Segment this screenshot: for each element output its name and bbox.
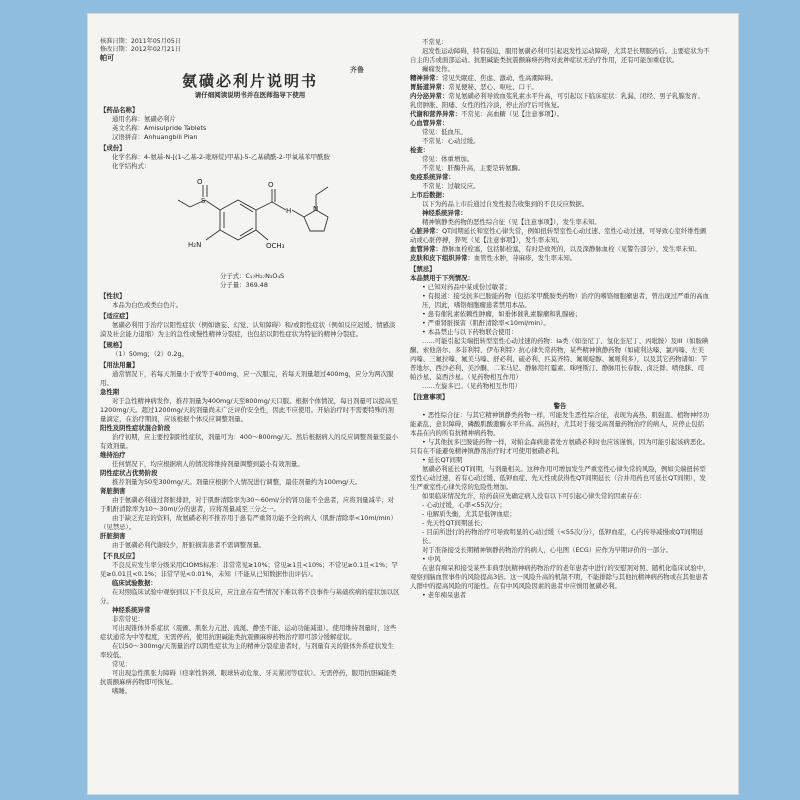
indications-heading: 【适应症】 xyxy=(100,312,132,320)
heart-text: QT间期延长和室性心律失常，例如扭转型室性心动过速、室性心动过速，可导致心室纤维性颤动或心脏停搏，猝死（见【注意事项】），发生率未知。 xyxy=(410,227,707,244)
contra-item: • 已知对药品中某成份过敏者； xyxy=(422,283,511,291)
structure-svg xyxy=(160,175,340,270)
cardiovascular-heading: 心血管异常： xyxy=(410,119,449,127)
document-title: 氨磺必利片说明书 xyxy=(181,72,318,90)
molecular-weight: 分子量：369.48 xyxy=(220,281,268,289)
nms-warning: • 恶性综合征：与其它精神镇静类药物一样，可能发生恶性综合征，表现为高热、肌强直、植物神经功能紊乱、意识障碍，磷酸肌酸激酶水平升高。高热时，尤其对于接受高剂量药物治疗的病人，应停止包括本品在内的所有抗精神病药物。 xyxy=(410,411,709,437)
endocrine-text: 常见氨磺必利导致血浆乳素水平升高，可引起以下临床症状：乳漏、闭经、男子乳腺发育、乳房肿胀、阳痿、女性的性冷淡，停止治疗后可恢复。 xyxy=(410,92,704,109)
exam-common: 常见：体重增加。 xyxy=(422,155,474,163)
skin-text: 血管性水肿，荨麻疹，发生率未知。 xyxy=(473,254,577,262)
skin-heading: 皮肤和皮下组织异常： xyxy=(410,254,474,262)
mixed-heading: 阳性及阴性症状混合阶段 xyxy=(100,424,171,432)
maintenance-heading: 维持治疗 xyxy=(100,451,126,459)
carbonyl-oxygen-label: O xyxy=(268,181,274,189)
renal-text: 由于氨磺必利通过肾脏排泄，对于肌酐清除率为30～60ml/分的肾功能不全患者，应将剂量减半；对于肌酐清除率为10～30ml/分的患者，应将剂量减至三分之一。 xyxy=(100,496,395,513)
parkinson-warning: • 与其他抗多巴胺能药物一样，对帕金森病患者处方氨磺必利时也应该谨慎，因为可能引起该病恶化。只有在不能避免精神镇静剂治疗时才可使用氨磺必利。 xyxy=(410,438,709,455)
qt-text: 氨磺必利延长QT间期，与剂量相关。这种作用可增加发生严重室性心律失常的风险，例如尖端扭转型室性心动过速，若有心动过缓、低钾血症、先天性或获得性QT间期延长（合并用药也可延长QT间期），发生严重室性心律失常的危险性增加。 xyxy=(410,465,706,491)
brand-mark: 帕可 xyxy=(100,54,114,62)
uncommon-label: 不常见： xyxy=(422,38,448,46)
spec-text: （1）50mg；（2）0.2g。 xyxy=(112,350,188,358)
eps-text: 可出现锥体外系症状（震颤、肌张力亢进、流涎、静坐不能、运动功能减退）。使用维持剂量时，这些症状通常为中等程度，无需停药，使用抗胆碱能类抗震颤麻痹药物治疗即可部分缓解症状。 xyxy=(100,624,397,641)
left-column xyxy=(100,38,400,696)
stroke-text: 在患有痴呆和接受某些非典型抗精神病药物治疗的老年患者中进行的安慰剂对照、随机化临床试验中，观察到脑血管事件的风险提高3倍。这一风险升高的机制不明，不能排除与其他抗精神病药物或在其他患者人群中的提高风险的可能性。在有中风风险因素的患者中应慎用氨磺必利。 xyxy=(410,564,710,590)
contra-item: • 严重肾脏损害（肌酐清除率<10ml/min）。 xyxy=(422,319,550,327)
properties-text: 本品为白色或类白色片。 xyxy=(112,301,183,309)
seizure-text: 癫痫发作。 xyxy=(422,65,454,73)
renal-heading: 肾脏损害 xyxy=(100,487,126,495)
vascular-text: 静脉血栓栓塞，包括肺栓塞，有时是致死的，以及深静脉血栓（见警告部分），发生率未知。 xyxy=(441,245,701,253)
molecular-formula: 分子式：C₁₇H₂₇N₃O₄S xyxy=(220,272,285,280)
combination-text: ……可能引起尖端扭转型室性心动过速的药物：Ia类（如奎尼丁、氢化奎尼丁、丙吡胺）及III（如胺碘酮、索他洛尔、多非利特、伊布利特）抗心律失常药物，某些精神镇静药物（如硫利达嗪、氯丙嗪、左美丙嗪、三氟拉嗪、氟美马嗪、舒必利、硫必利、匹莫齐特、氟哌啶醇、氟哌利多），以及其它药物诸如：苄普地尔、西沙必利、美沙酮、二苯马尼、静脉用红霉素、咪唑斯汀、静脉用长春胺、卤泛群、喷他脒、司帕沙星、莫西沙星。（见药物相互作用） xyxy=(410,337,709,381)
package-insert-sheet xyxy=(88,14,738,794)
clinical-trial-text: 在对照临床试验中观察到以下不良反应，应注意在有些情况下难以将不良事件与基础疾病的症状加以区分。 xyxy=(100,588,400,605)
risk-item: - 电解质失衡，尤其是低钾血症； xyxy=(422,510,516,518)
qt-heading: • 延长QT间期 xyxy=(422,456,463,464)
contraindications-heading: 【禁忌】 xyxy=(410,265,436,273)
stroke-heading: • 中风 xyxy=(422,555,441,563)
benzene-ring xyxy=(220,200,256,240)
qt-text-2: 如果临床情况允许，给药前应先确定病人没有以下可引起心律失常的因素存在： xyxy=(422,492,646,500)
oxygen-label: O xyxy=(197,178,203,186)
immune-heading: 免疫系统异常： xyxy=(410,173,455,181)
chemical-structure-diagram xyxy=(160,175,340,270)
company-logo: 齐鲁 xyxy=(350,66,364,74)
nervous-system-heading: 神经系统异常 xyxy=(112,606,151,614)
clinical-trial-heading: 临床试验数据： xyxy=(112,579,157,587)
psych-heading: 精神异常： xyxy=(410,74,442,82)
hepatic-text: 由于氨磺必利代谢较少，肝脏损害患者不需调整剂量。 xyxy=(112,541,266,549)
contra-item: • 有报道：接受抗多巴胺能药物（包括苯甲酰胺类药物）治疗的嗜铬细胞瘤患者，曾出现过严重的高血压，因此，嗜铬细胞瘤患者禁用本品。 xyxy=(422,292,709,309)
gi-text: 常见便秘、恶心、呕吐、口干。 xyxy=(448,83,538,91)
immune-text: 不常见：过敏反应。 xyxy=(422,182,480,190)
heart-heading: 心脏异常： xyxy=(410,227,442,235)
contraindications-intro: 本品禁用于下列情况： xyxy=(410,274,474,282)
amide-n-label: H xyxy=(286,207,292,215)
eps-text-2: 在以50～300mg/天剂量治疗以阴性症状为主的精神分裂症患者时，与剂量有关的锥体外系症状发生率较低。 xyxy=(100,642,394,659)
very-common-label: 非常常见： xyxy=(112,615,144,623)
post-marketing-heading: 上市后数据： xyxy=(410,191,449,199)
contra-item: • 患有催乳素依赖性肿瘤，如垂体催乳素腺瘤和乳腺癌； xyxy=(422,310,582,318)
dosage-heading: 【用法用量】 xyxy=(100,361,139,369)
somnolence-text: 嗜睡。 xyxy=(112,687,132,695)
structure-label: 化学结构式： xyxy=(112,162,151,170)
endocrine-heading: 内分泌异常： xyxy=(410,92,449,100)
negative-symptom-heading: 阴性症状占优势阶段 xyxy=(100,469,158,477)
negative-symptom-text: 推荐剂量为50至300mg/天。剂量应根据个人情况进行调整，最佳剂量约为100mg/天。 xyxy=(112,478,362,486)
right-column xyxy=(410,38,710,600)
risk-item: - 心动过缓，心率<55次/分； xyxy=(422,501,506,509)
hepatic-heading: 肝脏损害 xyxy=(100,532,126,540)
acute-heading: 急性期 xyxy=(100,388,120,396)
spec-heading: 【规格】 xyxy=(100,341,126,349)
nms-text: 精神镇静类药物的恶性综合征（见【注意事项】），发生率未知。 xyxy=(422,218,601,226)
metabolism-heading: 代谢和营养异常： xyxy=(410,110,462,118)
methoxy-label: OCH₃ xyxy=(266,242,285,250)
ecg-text: 对于准备接受长期精神镇静药物治疗的病人，心电图（ECG）应作为早期评价的一部分。 xyxy=(422,546,672,554)
sulfur-label: S xyxy=(201,197,206,205)
psych-text: 常见失眠症、焦虑、激动、性高潮障碍。 xyxy=(441,74,557,82)
warning-heading: 警告 xyxy=(553,402,567,410)
gi-heading: 胃肠道异常： xyxy=(410,83,449,91)
revised-date: 修改日期：2012年02月21日 xyxy=(100,46,181,53)
risk-item: - 先天性QT间期延长； xyxy=(422,519,487,527)
ring-n-label: N xyxy=(313,205,319,213)
acute-text: 对于急性精神病发作，推荐剂量为400mg/天至800mg/天口服。根据个体情况，每日剂量可以提高至1200mg/天。超过1200mg/天的剂量尚未广泛评价安全性，因此不应使用。开始治疗时不需要特殊的剂量滴定，在治疗期间，应该根据个体反应调整剂量。 xyxy=(100,397,398,423)
english-name: 英文名称：Amisulpride Tablets xyxy=(112,124,207,132)
dosage-intro: 通常情况下，若每天剂量小于或等于400mg，应一次服完，若每天剂量超过400mg，应分为两次服用。 xyxy=(100,370,394,387)
composition-heading: 【成份】 xyxy=(100,144,126,152)
cautions-heading: 【注意事项】 xyxy=(410,393,449,401)
indications-text: 氨磺必利用于治疗以阳性症状（例如谵妄、幻觉、认知障碍）和/或阴性症状（例如反应迟缓、情感淡漠及社会能力退缩）为主的急性或慢性精神分裂症，也包括以阴性症状为特征的精神分裂症。 xyxy=(100,321,396,338)
chemical-name: 化学名称：4-氨基-N-[(1-乙基-2-吡咯烷)甲基]-5-乙基磺酰-2-甲氧基苯甲酰胺 xyxy=(112,153,330,161)
elderly-dementia-heading: • 老年痴呆患者 xyxy=(422,591,467,599)
cardio-common: 常见：低血压。 xyxy=(422,128,467,136)
properties-heading: 【性状】 xyxy=(100,292,126,300)
metabolism-text: 不常见：高血糖（见【注意事项】）。 xyxy=(461,110,564,118)
post-marketing-text: 以下为药品上市后通过自发性报告收集到的不良反应数据。 xyxy=(422,200,589,208)
drug-name-heading: 【药品名称】 xyxy=(100,106,139,114)
renal-text-2: 由于缺乏充足的资料，故氨磺必利不推荐用于患有严重肾功能不全的病人（肌酐清除率<10ml/min）（见禁忌）。 xyxy=(100,514,397,531)
common-label: 常见： xyxy=(112,660,132,668)
amino-label: H₂N xyxy=(188,241,202,249)
adverse-heading: 【不良反应】 xyxy=(100,552,139,560)
exam-uncommon: 不常见：肝酶升高，主要是转氨酶。 xyxy=(422,164,525,172)
generic-name: 通用名称：氨磺必利片 xyxy=(112,115,176,123)
levodopa-text: ……左旋多巴。（见药物相互作用） xyxy=(422,382,522,390)
document-subtitle: 请仔细阅读说明书并在医师指导下使用 xyxy=(194,91,306,99)
tardive-text: 迟发性运动障碍，特有强迫，服用氨磺必利可引起迟发性运动障碍，尤其是长期服药后。主要症状为不自主的舌或面部运动。抗胆碱能类抗震颤麻痹药物对此种症状无治疗作用，还有可能加重症状。 xyxy=(410,47,710,64)
vascular-heading: 血管异常： xyxy=(410,245,442,253)
approved-date: 核准日期：2011年05月05日 xyxy=(100,38,181,45)
exam-heading: 检查： xyxy=(410,146,430,154)
mixed-text: 治疗初期，应主要控制阳性症状，剂量可为：400～800mg/天。然后根据病人的反应调整剂量至最小有效剂量。 xyxy=(100,433,399,450)
cardio-uncommon: 不常见：心动过缓。 xyxy=(422,137,480,145)
risk-item: - 目前所进行的药物治疗可导致明显的心动过缓（<55次/分），低钾血症，心内传导减慢或QT间期延长。 xyxy=(422,528,704,545)
contra-item: • 本品禁止与以下药物联合使用： xyxy=(422,328,518,336)
dystonia-text: 可出现急性肌张力障碍（痉挛性斜颈、眼球转动危象、牙关紧闭等症状）。无需停药，服用抗胆碱能类抗震颤麻痹药物即可恢复。 xyxy=(100,669,397,686)
pinyin-name: 汉语拼音：Anhuangbili Pian xyxy=(112,133,198,141)
maintenance-text: 任何情况下，均应根据病人的情况将维持剂量调整到最小有效剂量。 xyxy=(112,460,304,468)
pyrrolidine-ring xyxy=(304,210,328,231)
adverse-text: 不良反应发生率分级采用CIOMS标准：非常常见≥10%；常见≥1且<10%；不常见≥0.1且<1%；罕见≥0.01且<0.1%；非常罕见<0.01%，未知（不能从已知数据作出评估）。 xyxy=(100,561,398,578)
post-nervous-heading: 神经系统异常： xyxy=(422,209,467,217)
